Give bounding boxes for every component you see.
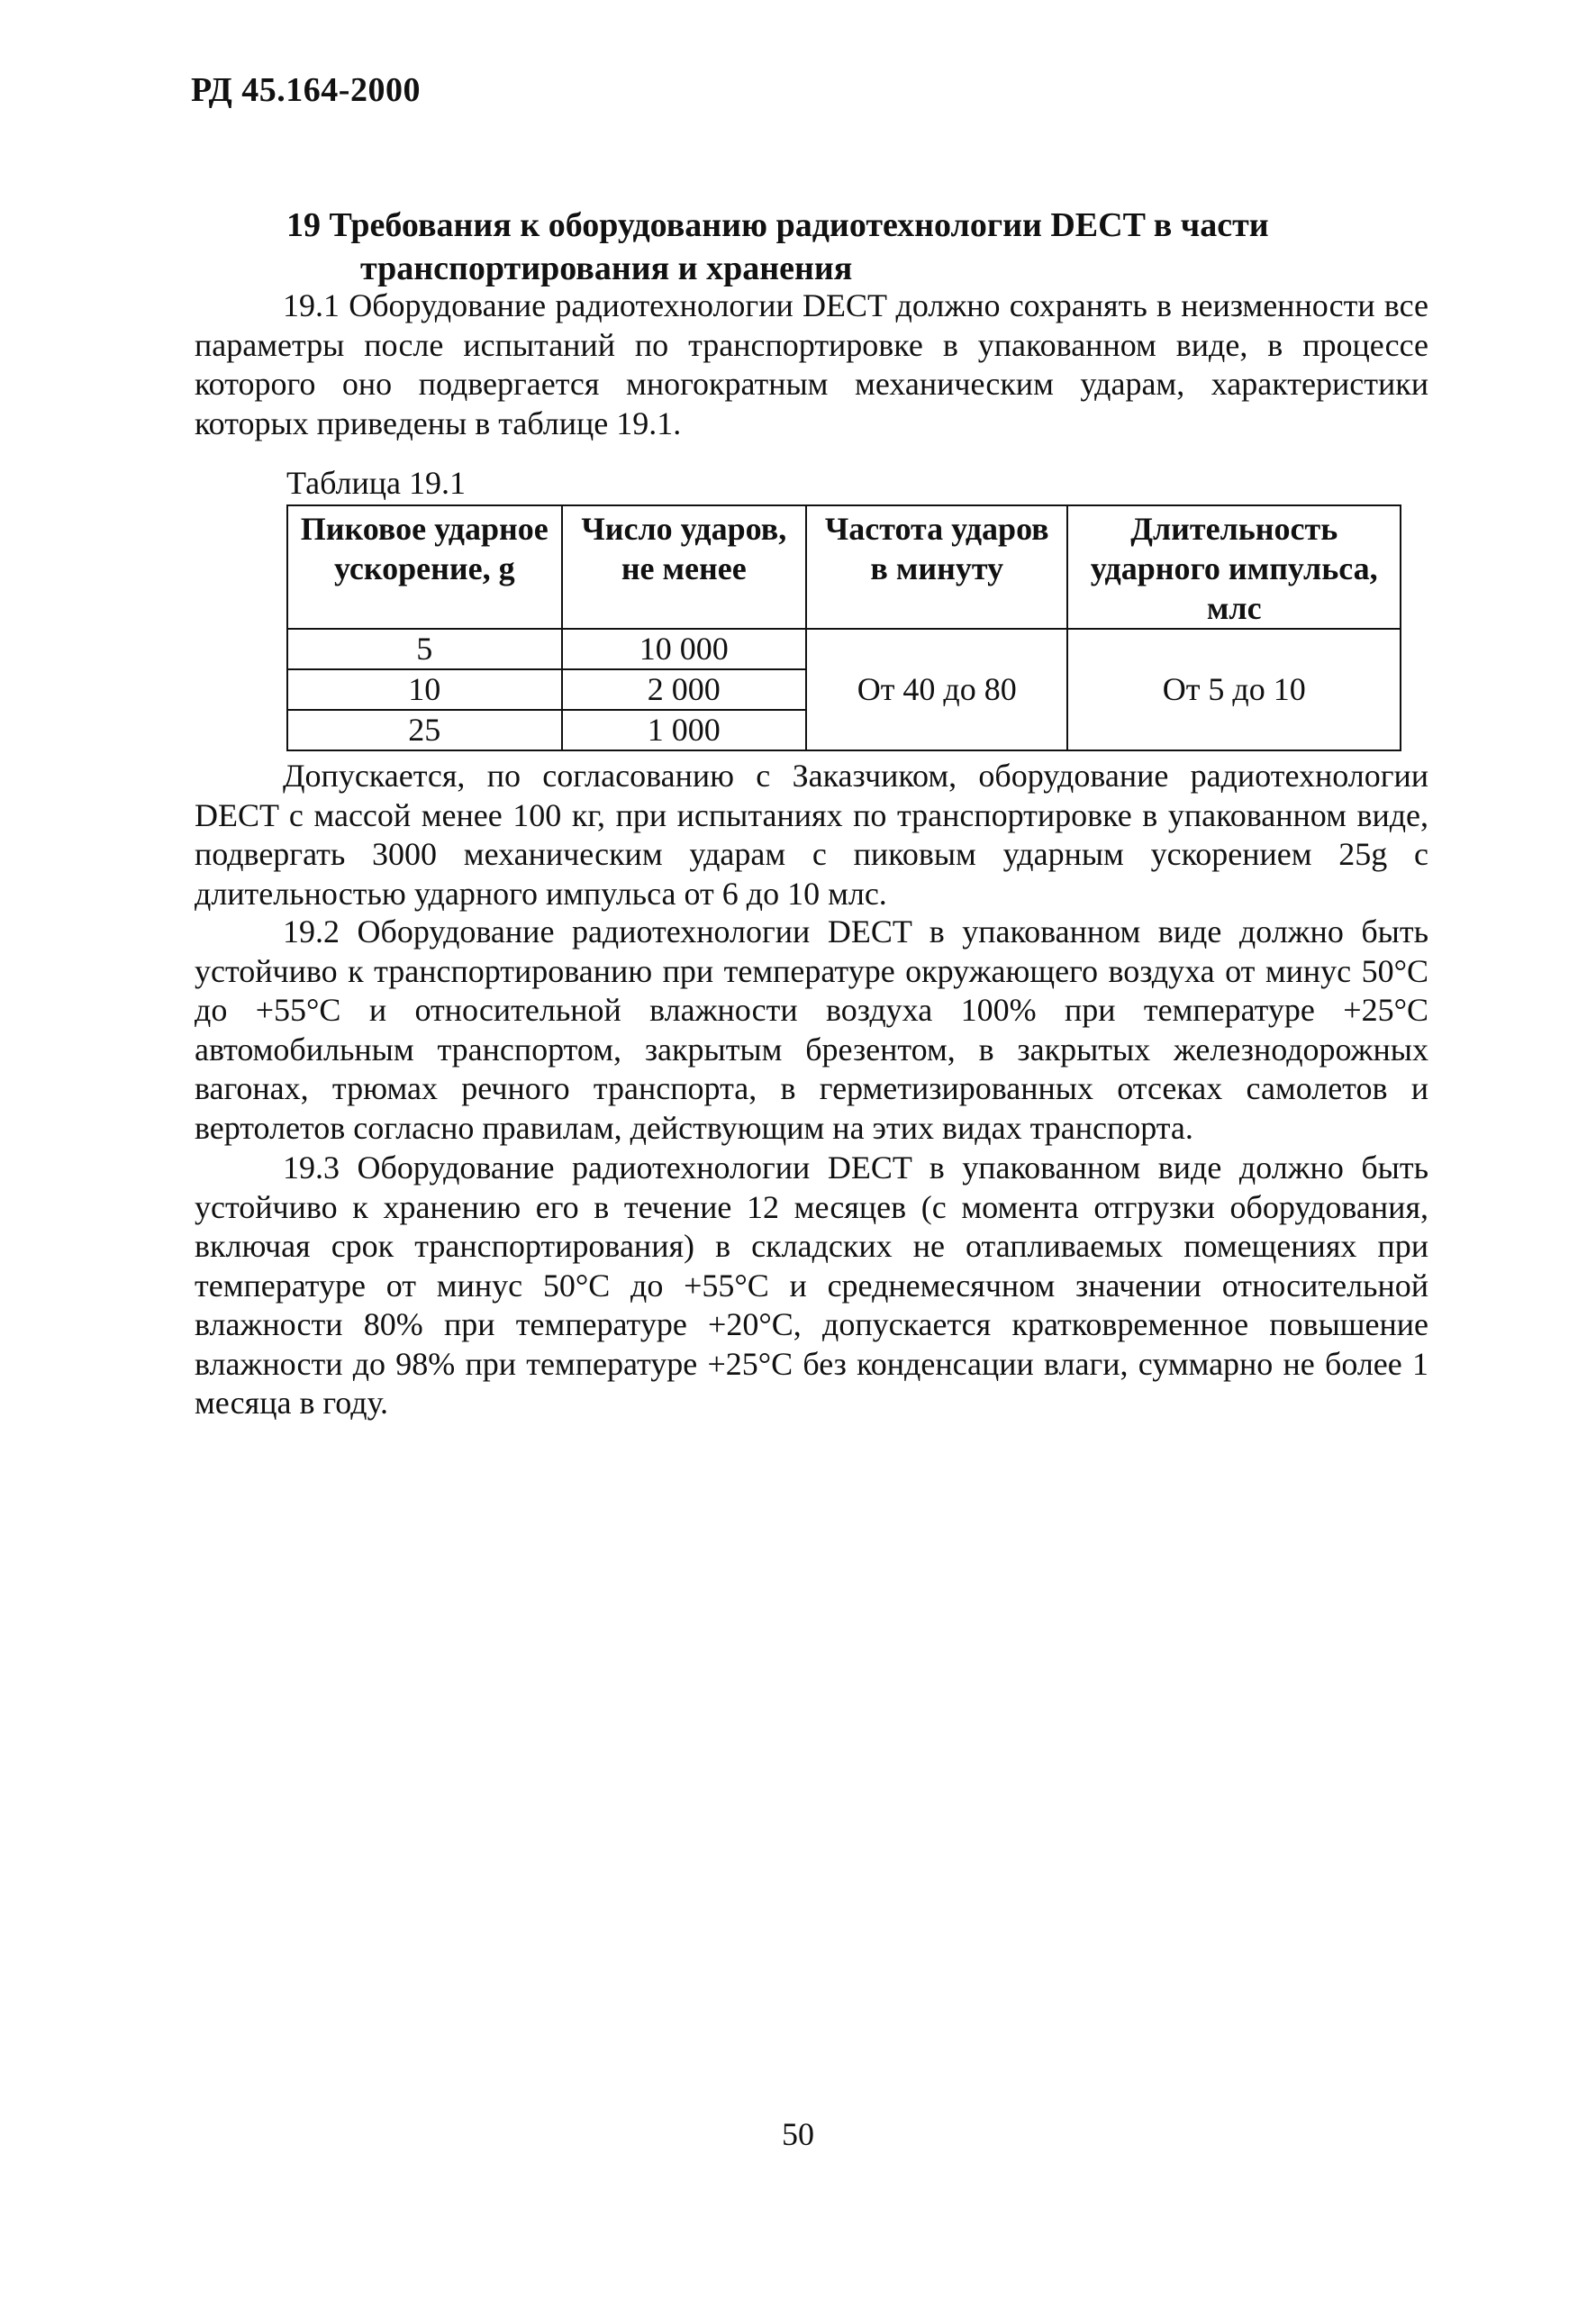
paragraph-19-2: 19.2 Оборудование радиотехнологии DECT в упакованном виде должно быть устойчиво к транспортированию при температуре окружающего воздуха от минус 50°С до +55°С и относительной влажности воздуха 100% при температуре +25°С автомобильным транспортом, закрытым брезентом, в закрытых железнодорожных вагонах, трюмах речного транспорта, в герметизированных отсеках самолетов и вертолетов согласно правилам, действующим на этих видах транспорта. [195, 913, 1428, 1146]
section-title [286, 204, 1295, 290]
header-shock-count: Число ударов, не менее [562, 505, 806, 629]
cell-frequency: От 40 до 80 [806, 629, 1067, 750]
header-pulse-duration: Длительность ударного импульса, млс [1067, 505, 1401, 629]
header-peak-acceleration: Пиковое ударное ускорение, g [287, 505, 562, 629]
paragraph-allowance: Допускается, по согласованию с Заказчиком, оборудование радиотехнологии DECT с массой менее 100 кг, при испытаниях по транспортировке в упакованном виде, подвергать 3000 механическим ударам с пиковым ударным ускорением 25g с длительностью ударного импульса от 6 до 10 млс. [195, 758, 1428, 912]
cell-shock-count: 2 000 [562, 669, 806, 710]
table-caption: Таблица 19.1 [286, 465, 466, 501]
table-header-row [287, 505, 1401, 629]
table-row [287, 629, 1401, 669]
cell-duration: От 5 до 10 [1067, 629, 1401, 750]
cell-acceleration: 5 [287, 629, 562, 669]
cell-shock-count: 1 000 [562, 710, 806, 750]
cell-acceleration: 10 [287, 669, 562, 710]
paragraph-19-1: 19.1 Оборудование радиотехнологии DECT должно сохранять в неизменности все параметры после испытаний по транспортировке в упакованном виде, в процессе которого оно подвергается многократным механическим ударам, характеристики которых приведены в таблице 19.1. [195, 287, 1428, 441]
page-number: 50 [782, 2116, 814, 2152]
header-shock-frequency: Частота ударов в минуту [806, 505, 1067, 629]
shock-parameters-table [286, 504, 1401, 751]
section-title-line2: транспортирования и хранения [360, 250, 853, 287]
paragraph-19-3: 19.3 Оборудование радиотехнологии DECT в упакованном виде должно быть устойчиво к хранению его в течение 12 месяцев (с момента отгрузки оборудования, включая срок транспортирования) в складских не отапливаемых помещениях при температуре от минус 50°С до +55°С и среднемесячном значении относительной влажности 80% при температуре +20°С, допускается кратковременное повышение влажности до 98% при температуре +25°С без конденсации влаги, суммарно не более 1 месяца в году. [195, 1149, 1428, 1421]
document-code: РД 45.164-2000 [191, 71, 421, 109]
section-title-line1: 19 Требования к оборудованию радиотехнологии DECT в части [286, 206, 1269, 244]
cell-shock-count: 10 000 [562, 629, 806, 669]
cell-acceleration: 25 [287, 710, 562, 750]
